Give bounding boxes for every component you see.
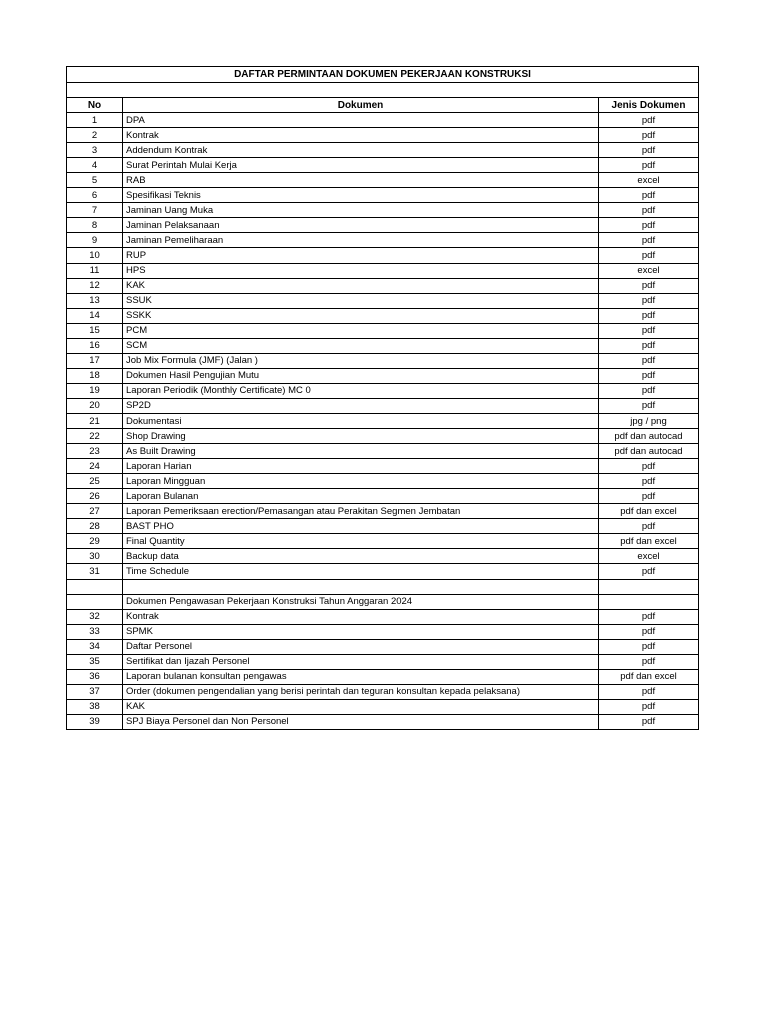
row-number: 35 bbox=[67, 654, 123, 669]
row-number: 8 bbox=[67, 218, 123, 233]
table-row bbox=[67, 173, 699, 188]
document-type: pdf bbox=[599, 684, 699, 699]
row-number: 24 bbox=[67, 459, 123, 474]
document-type: pdf bbox=[599, 624, 699, 639]
document-name: Laporan Mingguan bbox=[123, 474, 599, 489]
document-name: SSKK bbox=[123, 308, 599, 323]
document-type: excel bbox=[599, 549, 699, 564]
document-name: Laporan bulanan konsultan pengawas bbox=[123, 669, 599, 684]
row-number: 19 bbox=[67, 383, 123, 398]
document-type: pdf bbox=[599, 308, 699, 323]
document-name: Laporan Periodik (Monthly Certificate) MC 0 bbox=[123, 383, 599, 398]
document-name: HPS bbox=[123, 263, 599, 278]
row-number: 39 bbox=[67, 714, 123, 729]
document-name: SPMK bbox=[123, 624, 599, 639]
document-name: Spesifikasi Teknis bbox=[123, 188, 599, 203]
document-type: pdf bbox=[599, 143, 699, 158]
document-type: pdf bbox=[599, 639, 699, 654]
document-type: pdf dan autocad bbox=[599, 429, 699, 444]
table-row bbox=[67, 639, 699, 654]
document-type: pdf bbox=[599, 699, 699, 714]
row-number: 37 bbox=[67, 684, 123, 699]
row-number: 16 bbox=[67, 338, 123, 353]
document-type: pdf dan excel bbox=[599, 669, 699, 684]
document-name: Daftar Personel bbox=[123, 639, 599, 654]
column-header-document: Dokumen bbox=[123, 98, 599, 113]
document-name: KAK bbox=[123, 699, 599, 714]
title-row bbox=[67, 67, 699, 83]
row-number: 3 bbox=[67, 143, 123, 158]
row-number: 28 bbox=[67, 519, 123, 534]
document-name: Kontrak bbox=[123, 609, 599, 624]
row-number: 20 bbox=[67, 398, 123, 413]
column-header-type: Jenis Dokumen bbox=[599, 98, 699, 113]
document-type: pdf bbox=[599, 383, 699, 398]
table-row bbox=[67, 624, 699, 639]
empty-cell bbox=[67, 579, 123, 594]
document-name: Laporan Pemeriksaan erection/Pemasangan atau Perakitan Segmen Jembatan bbox=[123, 504, 599, 519]
table-row bbox=[67, 383, 699, 398]
row-number: 2 bbox=[67, 128, 123, 143]
section-break bbox=[67, 579, 699, 609]
table-title: DAFTAR PERMINTAAN DOKUMEN PEKERJAAN KONSTRUKSI bbox=[67, 67, 699, 83]
document-type: pdf dan autocad bbox=[599, 444, 699, 459]
row-number: 26 bbox=[67, 489, 123, 504]
table-row bbox=[67, 353, 699, 368]
row-number: 12 bbox=[67, 278, 123, 293]
document-name: Jaminan Uang Muka bbox=[123, 203, 599, 218]
table-row bbox=[67, 158, 699, 173]
table-row bbox=[67, 519, 699, 534]
document-name: Dokumen Hasil Pengujian Mutu bbox=[123, 368, 599, 383]
row-number: 13 bbox=[67, 293, 123, 308]
document-name: BAST PHO bbox=[123, 519, 599, 534]
document-type: pdf bbox=[599, 248, 699, 263]
table-row bbox=[67, 293, 699, 308]
construction-documents-body bbox=[67, 113, 699, 579]
row-number: 1 bbox=[67, 113, 123, 128]
header-row bbox=[67, 98, 699, 113]
empty-cell bbox=[67, 83, 699, 98]
document-type: pdf bbox=[599, 218, 699, 233]
document-type: pdf bbox=[599, 113, 699, 128]
document-type: pdf bbox=[599, 353, 699, 368]
supervision-documents-body bbox=[67, 609, 699, 729]
document-name: KAK bbox=[123, 278, 599, 293]
document-type: pdf dan excel bbox=[599, 504, 699, 519]
empty-cell bbox=[599, 594, 699, 609]
document-name: Order (dokumen pengendalian yang berisi perintah dan teguran konsultan kepada pelaksana) bbox=[123, 684, 599, 699]
table-row bbox=[67, 248, 699, 263]
document-name: SCM bbox=[123, 338, 599, 353]
document-name: DPA bbox=[123, 113, 599, 128]
document-type: pdf bbox=[599, 714, 699, 729]
table-row bbox=[67, 669, 699, 684]
empty-cell bbox=[123, 579, 599, 594]
document-name: SP2D bbox=[123, 398, 599, 413]
table-row bbox=[67, 413, 699, 428]
document-type: pdf bbox=[599, 128, 699, 143]
document-type: pdf bbox=[599, 278, 699, 293]
document-type: pdf bbox=[599, 293, 699, 308]
row-number: 25 bbox=[67, 474, 123, 489]
document-name: Shop Drawing bbox=[123, 429, 599, 444]
document-name: Jaminan Pelaksanaan bbox=[123, 218, 599, 233]
row-number: 15 bbox=[67, 323, 123, 338]
empty-cell bbox=[599, 579, 699, 594]
table-row bbox=[67, 489, 699, 504]
document-name: Job Mix Formula (JMF) (Jalan ) bbox=[123, 353, 599, 368]
table-row bbox=[67, 188, 699, 203]
table-row bbox=[67, 474, 699, 489]
document-type: pdf bbox=[599, 519, 699, 534]
table-row bbox=[67, 549, 699, 564]
document-type: pdf bbox=[599, 188, 699, 203]
document-request-table bbox=[66, 66, 699, 730]
document-name: Laporan Harian bbox=[123, 459, 599, 474]
row-number: 38 bbox=[67, 699, 123, 714]
document-name: As Built Drawing bbox=[123, 444, 599, 459]
row-number: 4 bbox=[67, 158, 123, 173]
document-type: pdf bbox=[599, 474, 699, 489]
row-number: 34 bbox=[67, 639, 123, 654]
document-type: pdf bbox=[599, 323, 699, 338]
row-number: 9 bbox=[67, 233, 123, 248]
document-name: Time Schedule bbox=[123, 564, 599, 579]
document-name: SPJ Biaya Personel dan Non Personel bbox=[123, 714, 599, 729]
row-number: 18 bbox=[67, 368, 123, 383]
table-row bbox=[67, 338, 699, 353]
table-row bbox=[67, 143, 699, 158]
table-row bbox=[67, 684, 699, 699]
row-number: 31 bbox=[67, 564, 123, 579]
document-name: RAB bbox=[123, 173, 599, 188]
table-row bbox=[67, 323, 699, 338]
document-name: RUP bbox=[123, 248, 599, 263]
table-row bbox=[67, 444, 699, 459]
table-row bbox=[67, 263, 699, 278]
row-number: 33 bbox=[67, 624, 123, 639]
document-type: pdf bbox=[599, 609, 699, 624]
row-number: 30 bbox=[67, 549, 123, 564]
row-number: 17 bbox=[67, 353, 123, 368]
row-number: 10 bbox=[67, 248, 123, 263]
document-name: Sertifikat dan Ijazah Personel bbox=[123, 654, 599, 669]
document-name: Laporan Bulanan bbox=[123, 489, 599, 504]
document-type: excel bbox=[599, 263, 699, 278]
document-type: pdf dan excel bbox=[599, 534, 699, 549]
document-type: pdf bbox=[599, 158, 699, 173]
row-number: 11 bbox=[67, 263, 123, 278]
table-row bbox=[67, 203, 699, 218]
table-row bbox=[67, 714, 699, 729]
document-type: pdf bbox=[599, 654, 699, 669]
document-name: Jaminan Pemeliharaan bbox=[123, 233, 599, 248]
document-type: pdf bbox=[599, 233, 699, 248]
section-title: Dokumen Pengawasan Pekerjaan Konstruksi Tahun Anggaran 2024 bbox=[123, 594, 599, 609]
document-type: pdf bbox=[599, 338, 699, 353]
document-type: jpg / png bbox=[599, 413, 699, 428]
blank-row bbox=[67, 579, 699, 594]
empty-cell bbox=[67, 594, 123, 609]
row-number: 23 bbox=[67, 444, 123, 459]
table-row bbox=[67, 398, 699, 413]
document-name: Backup data bbox=[123, 549, 599, 564]
table-row bbox=[67, 534, 699, 549]
table-row bbox=[67, 278, 699, 293]
document-type: excel bbox=[599, 173, 699, 188]
document-name: Final Quantity bbox=[123, 534, 599, 549]
document-name: Addendum Kontrak bbox=[123, 143, 599, 158]
row-number: 21 bbox=[67, 413, 123, 428]
document-type: pdf bbox=[599, 459, 699, 474]
table-row bbox=[67, 233, 699, 248]
table-row bbox=[67, 699, 699, 714]
document-type: pdf bbox=[599, 203, 699, 218]
table-row bbox=[67, 308, 699, 323]
row-number: 27 bbox=[67, 504, 123, 519]
document-name: PCM bbox=[123, 323, 599, 338]
row-number: 6 bbox=[67, 188, 123, 203]
section-title-row bbox=[67, 594, 699, 609]
row-number: 22 bbox=[67, 429, 123, 444]
document-type: pdf bbox=[599, 489, 699, 504]
row-number: 7 bbox=[67, 203, 123, 218]
row-number: 5 bbox=[67, 173, 123, 188]
table-row bbox=[67, 459, 699, 474]
row-number: 36 bbox=[67, 669, 123, 684]
spacer-row bbox=[67, 83, 699, 98]
row-number: 14 bbox=[67, 308, 123, 323]
row-number: 32 bbox=[67, 609, 123, 624]
document-type: pdf bbox=[599, 368, 699, 383]
table-row bbox=[67, 218, 699, 233]
document-name: SSUK bbox=[123, 293, 599, 308]
document-type: pdf bbox=[599, 398, 699, 413]
table-row bbox=[67, 113, 699, 128]
document-name: Kontrak bbox=[123, 128, 599, 143]
table-row bbox=[67, 654, 699, 669]
table-row bbox=[67, 429, 699, 444]
column-header-no: No bbox=[67, 98, 123, 113]
document-name: Surat Perintah Mulai Kerja bbox=[123, 158, 599, 173]
row-number: 29 bbox=[67, 534, 123, 549]
table-row bbox=[67, 609, 699, 624]
table-row bbox=[67, 368, 699, 383]
document-type: pdf bbox=[599, 564, 699, 579]
table-row bbox=[67, 128, 699, 143]
document-name: Dokumentasi bbox=[123, 413, 599, 428]
table-row bbox=[67, 564, 699, 579]
table-row bbox=[67, 504, 699, 519]
